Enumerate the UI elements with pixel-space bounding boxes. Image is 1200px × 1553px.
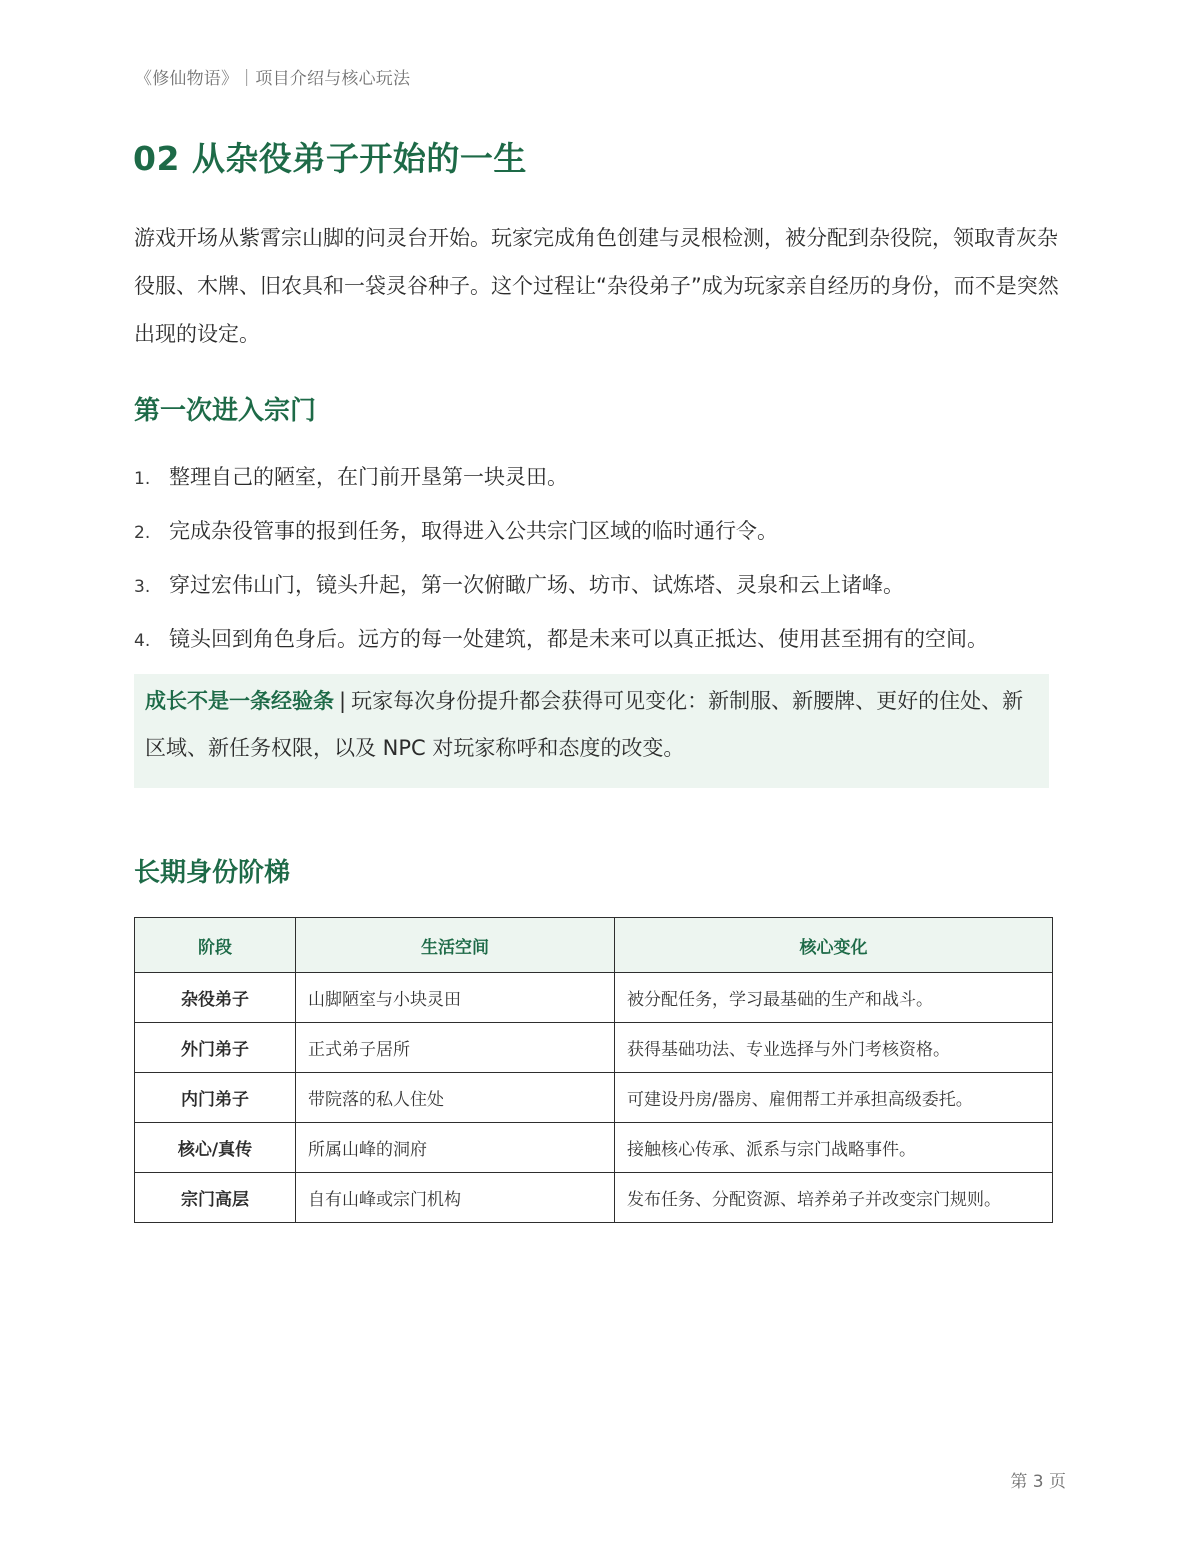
change-cell: 被分配任务，学习最基础的生产和战斗。 bbox=[615, 973, 1053, 1023]
space-cell: 带院落的私人住处 bbox=[296, 1073, 615, 1123]
table-header-row bbox=[135, 918, 1053, 973]
column-header-space: 生活空间 bbox=[296, 918, 615, 973]
space-cell: 正式弟子居所 bbox=[296, 1023, 615, 1073]
section-heading-first-entry: 第一次进入宗门 bbox=[134, 396, 317, 426]
table-row bbox=[135, 1073, 1053, 1123]
change-cell: 接触核心传承、派系与宗门战略事件。 bbox=[615, 1123, 1053, 1173]
step-number: 1. bbox=[134, 469, 151, 489]
callout-separator: | bbox=[339, 689, 347, 713]
change-cell: 可建设丹房/器房、雇佣帮工并承担高级委托。 bbox=[615, 1073, 1053, 1123]
step-number: 2. bbox=[134, 523, 151, 543]
step-item bbox=[134, 563, 1069, 617]
intro-paragraph: 游戏开场从紫霄宗山脚的问灵台开始。玩家完成角色创建与灵根检测，被分配到杂役院，领取青灰杂役服、木牌、旧农具和一袋灵谷种子。这个过程让“杂役弟子”成为玩家亲自经历的身份，而不是突然出现的设定。 bbox=[134, 226, 1059, 346]
step-item bbox=[134, 509, 1069, 563]
table-row bbox=[135, 973, 1053, 1023]
growth-callout bbox=[134, 674, 1049, 788]
stage-cell: 内门弟子 bbox=[135, 1073, 296, 1123]
step-number: 4. bbox=[134, 631, 151, 651]
stage-cell: 宗门高层 bbox=[135, 1173, 296, 1223]
identity-ladder-table bbox=[134, 917, 1053, 1223]
stage-cell: 核心/真传 bbox=[135, 1123, 296, 1173]
step-text: 整理自己的陋室，在门前开垦第一块灵田。 bbox=[169, 465, 568, 489]
stage-cell: 外门弟子 bbox=[135, 1023, 296, 1073]
space-cell: 所属山峰的洞府 bbox=[296, 1123, 615, 1173]
page-number: 第 3 页 bbox=[1010, 1472, 1066, 1492]
table-row bbox=[135, 1023, 1053, 1073]
step-item bbox=[134, 455, 1069, 509]
change-cell: 发布任务、分配资源、培养弟子并改变宗门规则。 bbox=[615, 1173, 1053, 1223]
column-header-stage: 阶段 bbox=[135, 918, 296, 973]
change-cell: 获得基础功法、专业选择与外门考核资格。 bbox=[615, 1023, 1053, 1073]
stage-cell: 杂役弟子 bbox=[135, 973, 296, 1023]
page-title: 02 从杂役弟子开始的一生 bbox=[133, 139, 527, 178]
table-row bbox=[135, 1123, 1053, 1173]
callout-title: 成长不是一条经验条 bbox=[145, 689, 334, 713]
step-item bbox=[134, 617, 1069, 671]
step-number: 3. bbox=[134, 577, 151, 597]
section-heading-identity-ladder: 长期身份阶梯 bbox=[134, 858, 291, 888]
running-header: 《修仙物语》｜项目介绍与核心玩法 bbox=[135, 69, 411, 89]
step-text: 镜头回到角色身后。远方的每一处建筑，都是未来可以真正抵达、使用甚至拥有的空间。 bbox=[169, 627, 988, 651]
table-row bbox=[135, 1173, 1053, 1223]
step-text: 穿过宏伟山门，镜头升起，第一次俯瞰广场、坊市、试炼塔、灵泉和云上诸峰。 bbox=[169, 573, 904, 597]
space-cell: 山脚陋室与小块灵田 bbox=[296, 973, 615, 1023]
callout-text: 玩家每次身份提升都会获得可见变化：新制服、新腰牌、更好的住处、新区域、新任务权限，以及 NPC 对玩家称呼和态度的改变。 bbox=[145, 689, 1024, 760]
space-cell: 自有山峰或宗门机构 bbox=[296, 1173, 615, 1223]
first-entry-steps bbox=[134, 455, 1069, 671]
step-text: 完成杂役管事的报到任务，取得进入公共宗门区域的临时通行令。 bbox=[169, 519, 778, 543]
column-header-change: 核心变化 bbox=[615, 918, 1053, 973]
